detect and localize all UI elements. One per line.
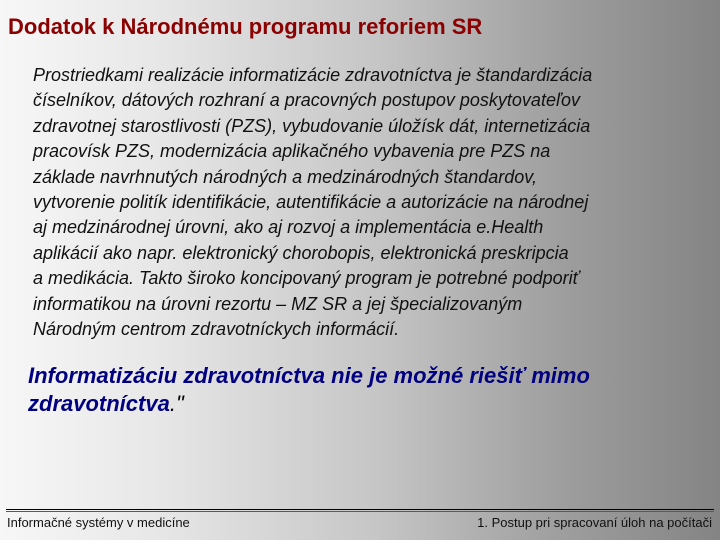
emphasis-word: zdravotníctva xyxy=(28,391,170,416)
body-line: základe navrhnutých národných a medzinárodných štandardov, xyxy=(33,166,537,187)
footer-lecture-name: 1. Postup pri spracovaní úloh na počítači xyxy=(477,515,712,530)
footer-divider-shadow xyxy=(6,511,714,512)
body-line: vytvorenie politík identifikácie, autentifikácie a autorizácie na národnej xyxy=(33,192,589,213)
slide-title: Dodatok k Národnému programu reforiem SR xyxy=(8,14,483,39)
body-paragraph xyxy=(33,63,717,342)
footer-course-name: Informačné systémy v medicíne xyxy=(7,515,190,530)
body-line: aplikácií ako napr. elektronický chorobopis, elektronická preskripcia xyxy=(33,242,569,263)
body-line: aj medzinárodnej úrovni, ako aj rozvoj a implementácia e.Health xyxy=(33,217,544,238)
emphasis-line: Informatizáciu zdravotníctva nie je možné riešiť mimo xyxy=(28,363,590,388)
emphasis-line-2 xyxy=(28,390,718,418)
emphasis-statement xyxy=(28,362,718,418)
body-line: informatikou na úrovni rezortu – MZ SR a jej špecializovaným xyxy=(33,293,523,314)
footer-divider xyxy=(6,509,714,510)
emphasis-tail: ." xyxy=(169,391,184,416)
body-line: a medikácia. Takto široko koncipovaný program je potrebné podporiť xyxy=(33,268,580,289)
body-line: zdravotnej starostlivosti (PZS), vybudovanie úložísk dát, internetizácia xyxy=(33,115,591,136)
body-line: Národným centrom zdravotníckych informácií. xyxy=(33,319,400,340)
body-line: Prostriedkami realizácie informatizácie zdravotníctva je štandardizácia xyxy=(33,65,593,85)
body-line: pracovísk PZS, modernizácia aplikačného vybavenia pre PZS na xyxy=(33,141,551,162)
body-line: číselníkov, dátových rozhraní a pracovných postupov poskytovateľov xyxy=(33,90,581,111)
